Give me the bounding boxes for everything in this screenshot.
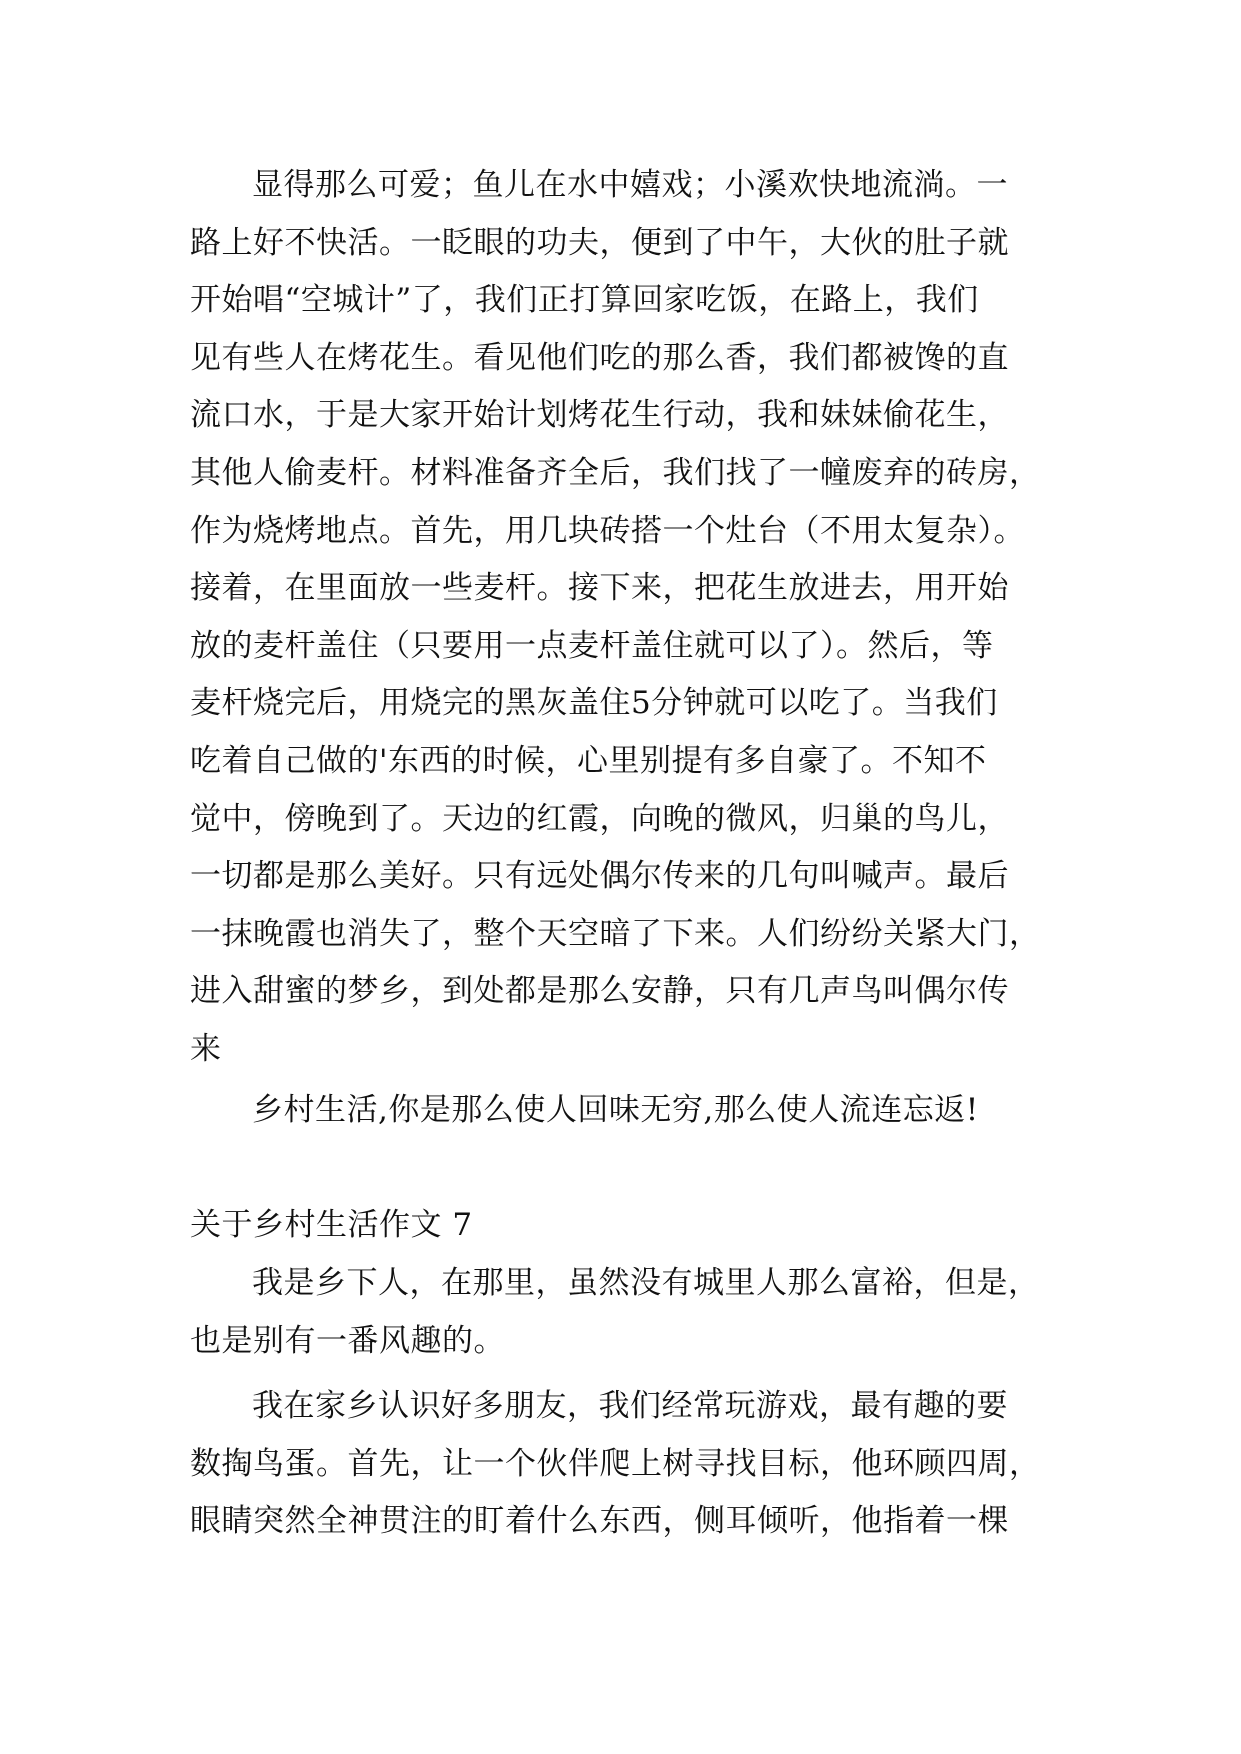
closing-line: 乡村生活,你是那么使人回味无穷,那么使人流连忘返! xyxy=(252,1092,979,1128)
text-line: 开始唱“空城计”了，我们正打算回家吃饭，在路上，我们 xyxy=(190,282,979,318)
text-line: 作为烧烤地点。首先，用几块砖搭一个灶台（不用太复杂）。 xyxy=(190,513,1025,549)
text-line: 眼睛突然全神贯注的盯着什么东西，侧耳倾听，他指着一棵 xyxy=(190,1503,1009,1539)
text-line: 一抹晚霞也消失了，整个天空暗了下来。人们纷纷关紧大门， xyxy=(190,916,1041,952)
text-line: 接着，在里面放一些麦杆。接下来，把花生放进去，用开始 xyxy=(190,570,1009,606)
text-line: 见有些人在烤花生。看见他们吃的那么香，我们都被馋的直 xyxy=(190,340,1009,376)
text-line: 数掏鸟蛋。首先，让一个伙伴爬上树寻找目标，他环顾四周， xyxy=(190,1446,1041,1482)
text-line: 吃着自己做的'东西的时候，心里别提有多自豪了。不知不 xyxy=(190,743,987,779)
text-line: 觉中，傍晚到了。天边的红霞，向晚的微风，归巢的鸟儿， xyxy=(190,801,1009,837)
text-line: 进入甜蜜的梦乡，到处都是那么安静，只有几声鸟叫偶尔传 xyxy=(190,973,1009,1009)
text-line: 其他人偷麦杆。材料准备齐全后，我们找了一幢废弃的砖房， xyxy=(190,455,1041,491)
section-title: 关于乡村生活作文 7 xyxy=(190,1207,473,1243)
text-line: 放的麦杆盖住（只要用一点麦杆盖住就可以了）。然后，等 xyxy=(190,628,994,664)
text-line: 我是乡下人，在那里，虽然没有城里人那么富裕，但是， xyxy=(252,1265,1040,1301)
text-line: 也是别有一番风趣的。 xyxy=(190,1323,505,1359)
text-line: 一切都是那么美好。只有远处偶尔传来的几句叫喊声。最后 xyxy=(190,858,1009,894)
text-line: 来 xyxy=(190,1031,222,1067)
text-line: 显得那么可爱；鱼儿在水中嬉戏；小溪欢快地流淌。一 xyxy=(252,167,1008,203)
text-line: 路上好不快活。一眨眼的功夫，便到了中午，大伙的肚子就 xyxy=(190,225,1009,261)
text-line: 麦杆烧完后，用烧完的黑灰盖住5分钟就可以吃了。当我们 xyxy=(190,685,998,721)
text-line: 我在家乡认识好多朋友，我们经常玩游戏，最有趣的要 xyxy=(252,1388,1008,1424)
text-line: 流口水，于是大家开始计划烤花生行动，我和妹妹偷花生， xyxy=(190,397,1009,433)
